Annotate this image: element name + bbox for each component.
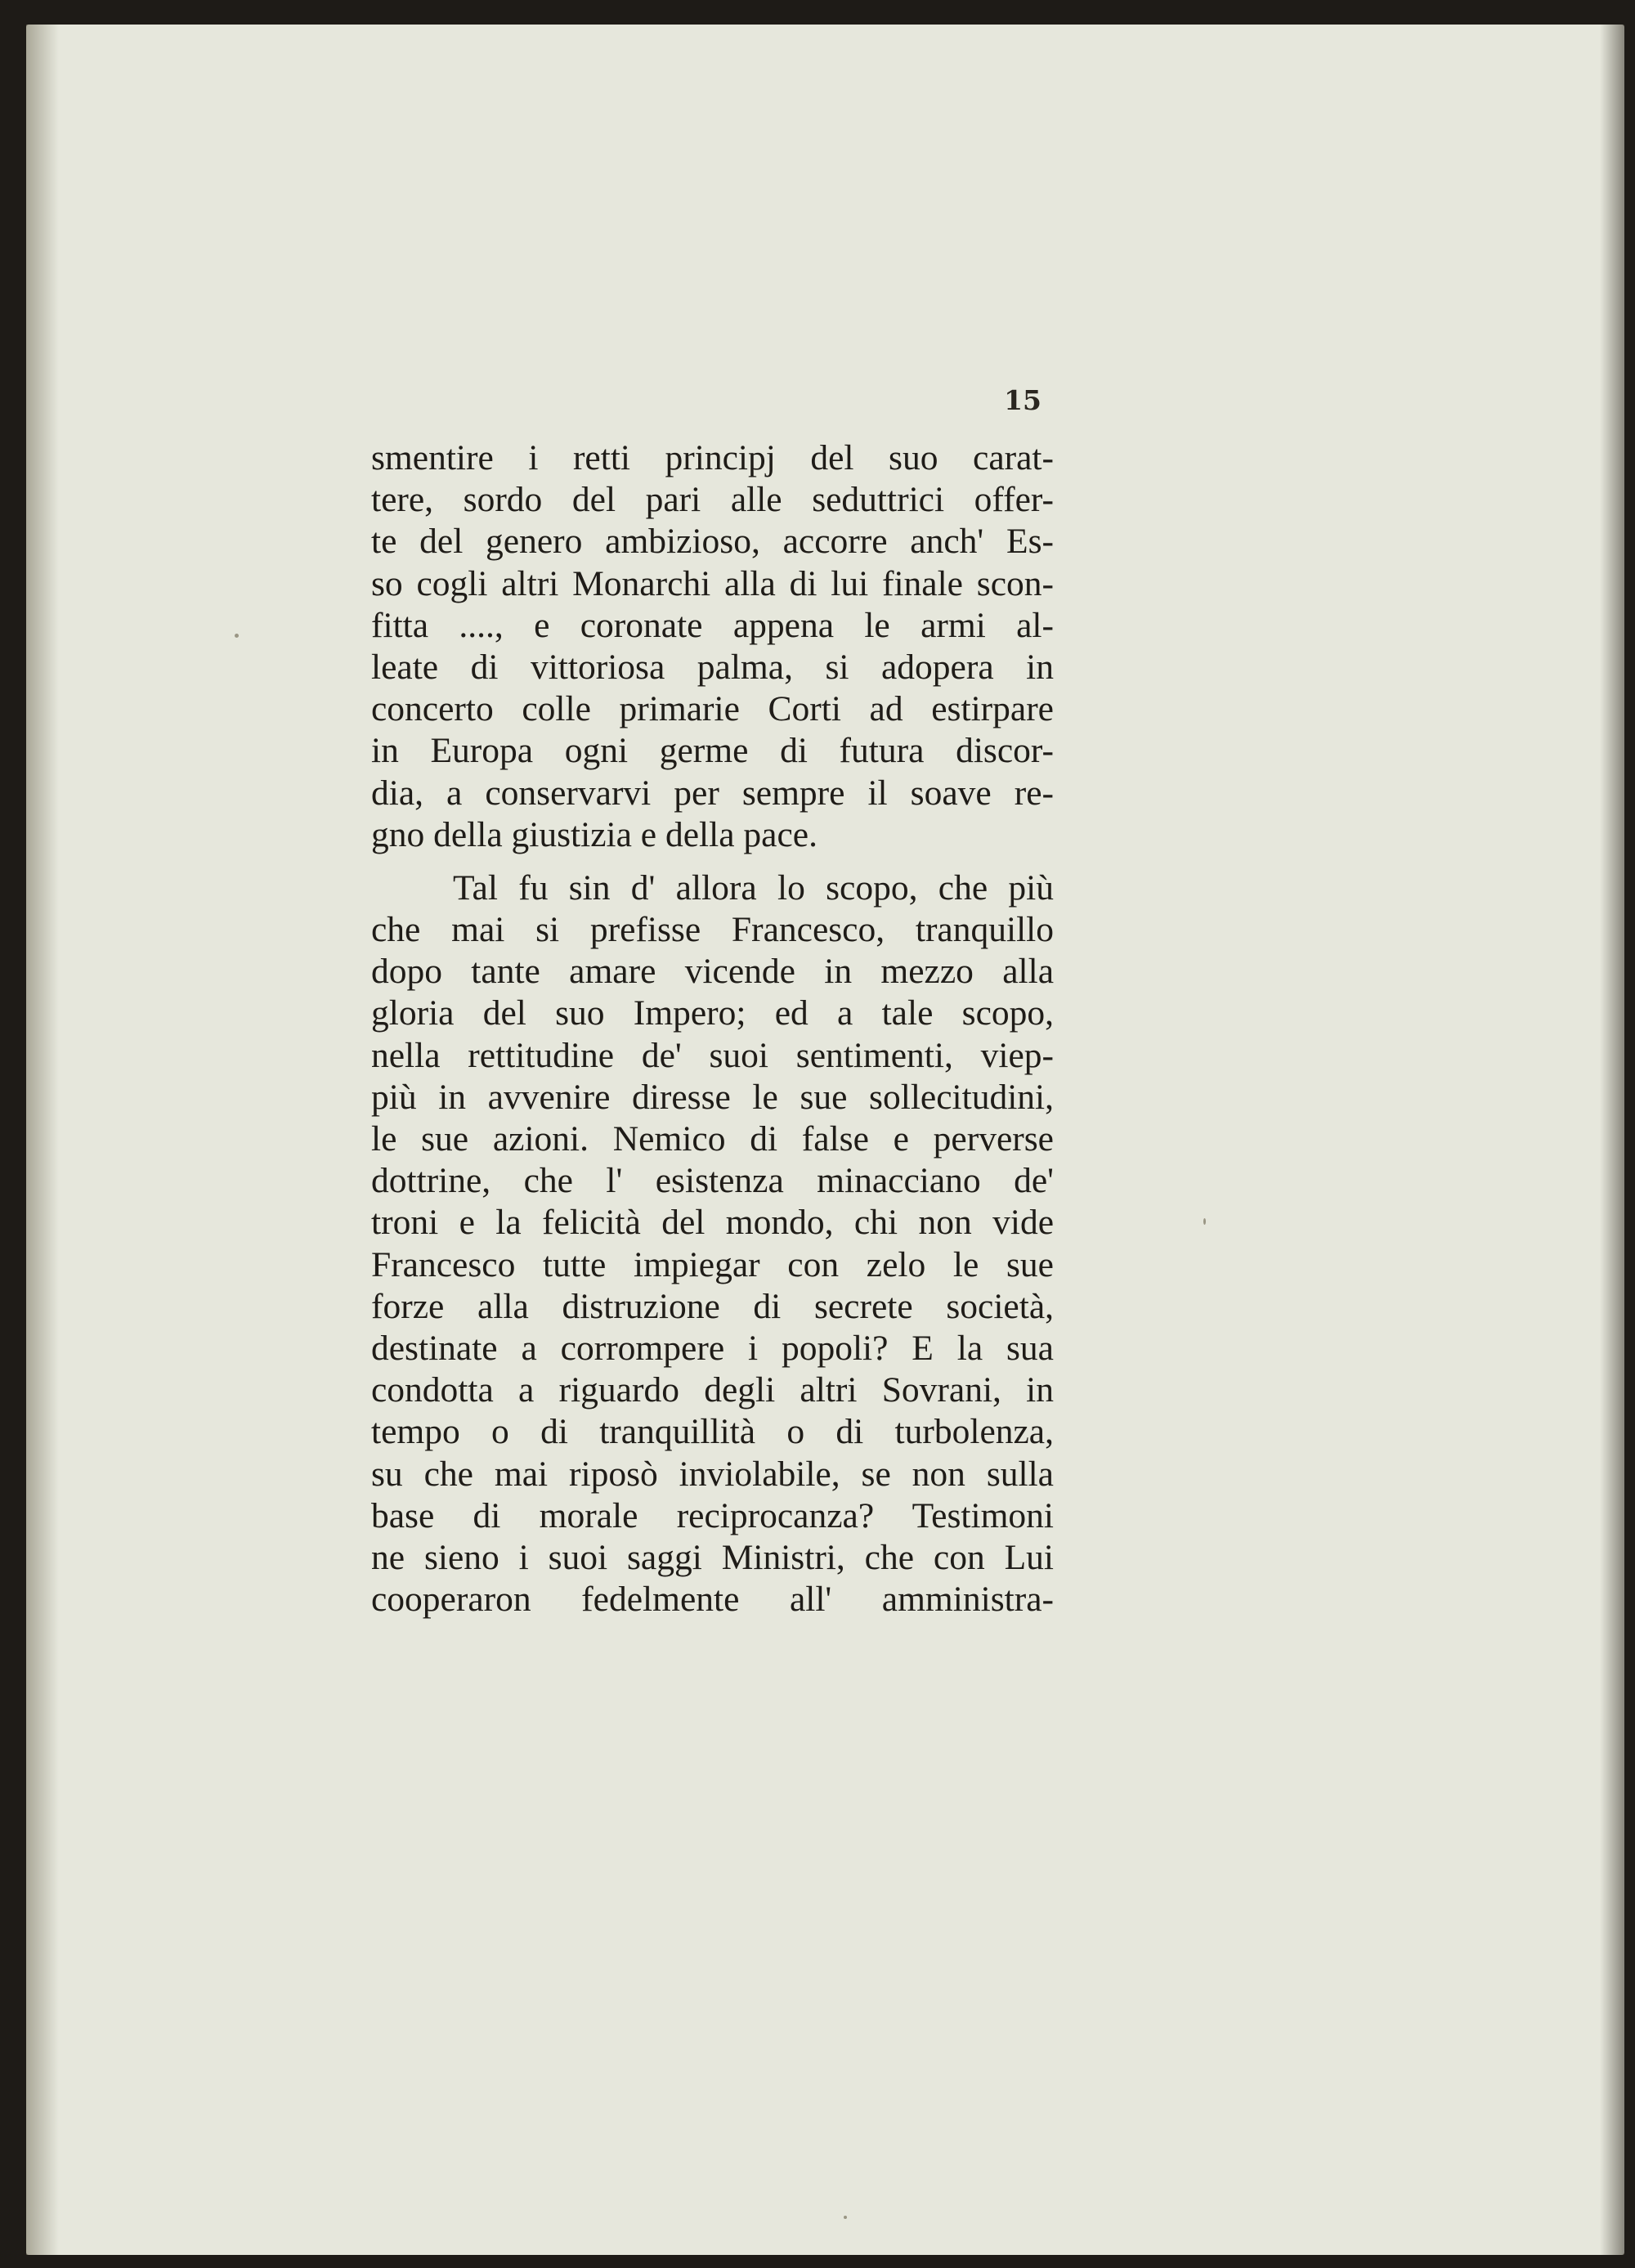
- text-line: tere, sordo del pari alle seduttrici offer-: [371, 480, 1054, 520]
- text-line: tempo o di tranquillità o di turbolenza,: [371, 1412, 1054, 1452]
- text-line: cooperaron fedelmente all' amministra-: [371, 1580, 1054, 1620]
- text-line: le sue azioni. Nemico di false e perverse: [371, 1119, 1054, 1159]
- paper-speck: [235, 634, 239, 638]
- page-number: 15: [1004, 384, 1041, 416]
- text-line: gno della giustizia e della pace.: [371, 814, 818, 854]
- text-line: su che mai riposò inviolabile, se non sulla: [371, 1454, 1054, 1494]
- text-line: condotta a riguardo degli altri Sovrani, in: [371, 1370, 1054, 1410]
- paragraph-1: [371, 437, 1054, 856]
- text-line: concerto colle primarie Corti ad estirpare: [371, 689, 1054, 729]
- paper-speck: [844, 2216, 847, 2219]
- text-line: leate di vittoriosa palma, si adopera in: [371, 647, 1054, 687]
- text-line: dia, a conservarvi per sempre il soave re-: [371, 773, 1054, 813]
- paragraph-2: [371, 867, 1054, 1620]
- text-line: gloria del suo Impero; ed a tale scopo,: [371, 993, 1054, 1033]
- gutter-shadow: [26, 25, 59, 2255]
- text-line: in Europa ogni germe di futura discor-: [371, 731, 1054, 771]
- text-line: Francesco tutte impiegar con zelo le sue: [371, 1244, 1054, 1284]
- body-text: [371, 437, 1054, 1620]
- text-line: smentire i retti principj del suo carat-: [371, 438, 1054, 477]
- text-line: più in avvenire diresse le sue sollecitudini,: [371, 1077, 1054, 1117]
- text-line: fitta ...., e coronate appena le armi al-: [371, 605, 1054, 645]
- text-line: forze alla distruzione di secrete società,: [371, 1286, 1054, 1326]
- paper-speck: [1203, 1218, 1206, 1225]
- text-line: nella rettitudine de' suoi sentimenti, viep-: [371, 1035, 1054, 1075]
- text-line: so cogli altri Monarchi alla di lui finale scon-: [371, 563, 1054, 603]
- text-line: dottrine, che l' esistenza minacciano de': [371, 1161, 1054, 1201]
- text-line: troni e la felicità del mondo, chi non vide: [371, 1203, 1054, 1243]
- text-line: dopo tante amare vicende in mezzo alla: [371, 952, 1054, 992]
- edge-shadow: [1600, 25, 1624, 2255]
- text-line: che mai si prefisse Francesco, tranquillo: [371, 910, 1054, 950]
- text-line: te del genero ambizioso, accorre anch' Es-: [371, 522, 1054, 562]
- text-line: Tal fu sin d' allora lo scopo, che più: [453, 867, 1054, 908]
- book-page: [26, 25, 1624, 2255]
- paragraph-gap: [371, 856, 1054, 867]
- text-line: ne sieno i suoi saggi Ministri, che con Lui: [371, 1537, 1054, 1577]
- text-line: destinate a corrompere i popoli? E la sua: [371, 1328, 1054, 1368]
- text-line: base di morale reciprocanza? Testimoni: [371, 1495, 1054, 1535]
